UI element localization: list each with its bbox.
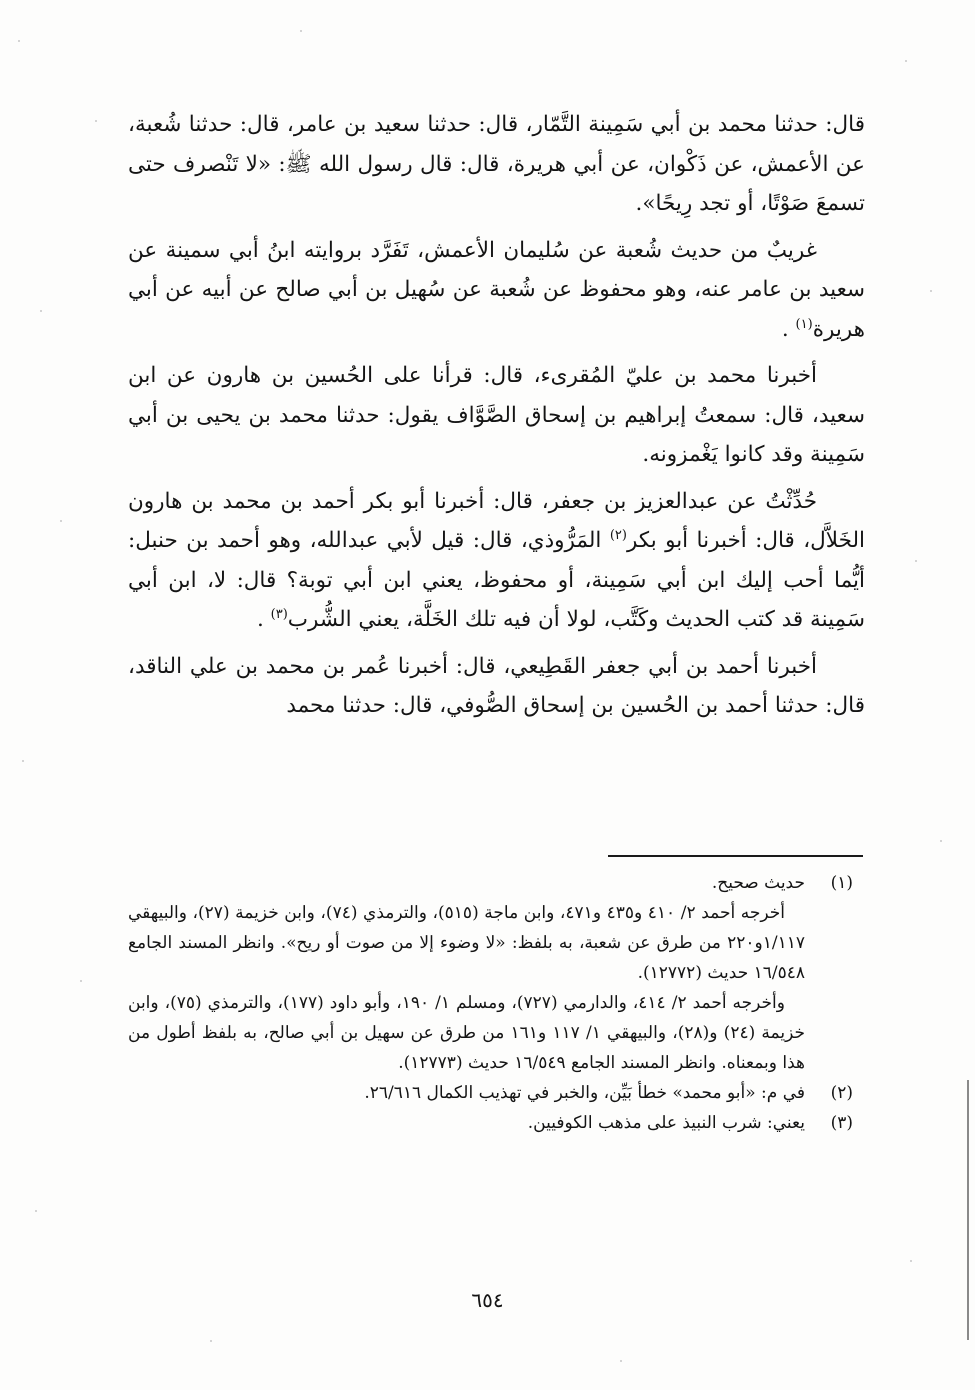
footnote-number: (٣) (830, 1113, 853, 1133)
footnote-body (128, 868, 805, 1078)
footnote-line: في م: «أبو محمد» خطأ بَيِّن، والخبر في تهذيب الكمال ٢٦/٦١٦. (364, 1083, 805, 1103)
footnote-3 (128, 1108, 865, 1138)
scan-noise-dot (18, 40, 20, 42)
footnote-1 (128, 868, 865, 1078)
footnote-ref-1[interactable]: (١) (795, 316, 813, 332)
page-number: ٦٥٤ (471, 1288, 504, 1312)
paragraph-5-text: أخبرنا أحمد بن أبي جعفر القَطِيعي، قال: أخبرنا عُمر بن محمد بن علي الناقد، قال: حدثنا أحمد بن الحُسين بن إسحاق الصُّوفي، قال: حدثنا محمد (128, 653, 865, 718)
scan-noise-dot (40, 310, 42, 312)
scan-noise-dot (300, 30, 302, 32)
footnote-ref-3[interactable]: (٣) (270, 606, 288, 622)
footnote-line: أخرجه أحمد ٢/ ٤١٠ و٤٣٥ و٤٧١، وابن ماجة (٥١٥)، والترمذي (٧٤)، وابن خزيمة (٢٧)، والبيهقي ١/١١٧و٢٢٠ من طرق عن شعبة، به بلفظ: «لا وضوء إلا من صوت أو ريح». وانظر المسند الجامع ١٦/٥٤٨ حديث (١٢٧٧٢). (128, 903, 805, 983)
scan-noise-dot (22, 760, 24, 762)
footnote-2 (128, 1078, 865, 1108)
scan-edge-line (967, 1080, 969, 1340)
scan-noise-dot (80, 980, 82, 982)
paragraph-5 (128, 647, 865, 726)
footnote-number: (٢) (830, 1083, 853, 1103)
footnotes-section (128, 868, 865, 1138)
scan-noise-dot (35, 1210, 37, 1212)
footnote-line: يعني: شرب النبيذ على مذهب الكوفيين. (527, 1113, 805, 1133)
footnote-line: وأخرجه أحمد ٢/ ٤١٤، والدارمي (٧٢٧)، ومسلم ١/ ١٩٠، وأبو داود (١٧٧)، والترمذي (٧٥)، وابن خزيمة (٢٤) و(٢٨)، والبيهقي ١/ ١١٧ و١٦١ من طرق عن سهيل بن أبي صالح، به بلفظ أطول من هذا وبمعناه. وانظر المسند الجامع ١٦/٥٤٩ حديث (١٢٧٧٣). (128, 993, 805, 1073)
paragraph-4-tail: . (256, 607, 264, 632)
scan-noise-dot (60, 520, 62, 522)
paragraph-3-text: أخبرنا محمد بن عليّ المُقرىء، قال: قرأنا على الحُسين بن هارون عن ابن سعيد، قال: سمعتُ إبراهيم بن إسحاق الصَّوَّاف يقول: حدثنا محمد بن يحيى بن أبي سَمِينة وقد كانوا يَغْمزونه. (128, 363, 865, 467)
paragraph-4 (128, 482, 865, 640)
footnote-ref-2[interactable]: (٢) (609, 527, 627, 543)
scan-noise-dot (620, 1360, 622, 1362)
paragraph-1-text: قال: حدثنا محمد بن أبي سَمِينة التَّمّار، قال: حدثنا سعيد بن عامر، قال: حدثنا شُعبة، عن الأعمش، عن ذَكْوان، عن أبي هريرة، قال: قال رسول الله ﷺ: «لا تَنْصرف حتى تسمعَ صَوْتًا، أو تجد رِيحًا». (128, 112, 865, 216)
scan-noise-dot (930, 290, 932, 292)
scan-noise-dot (915, 560, 917, 562)
scan-noise-dot (905, 60, 907, 62)
main-text-body (128, 105, 865, 733)
paragraph-4-text-a: حُدِّثْتُ عن عبدالعزيز بن جعفر، قال: أخبرنا أبو بكر أحمد بن محمد بن هارون الخَلاَّل، قال: أخبرنا أبو بكر (128, 488, 866, 553)
paragraph-3 (128, 356, 865, 475)
footnote-line: حديث صحيح. (711, 873, 805, 893)
scan-noise-dot (910, 1260, 912, 1262)
paragraph-2: غريبٌ من حديث شُعبة عن سُليمان الأعمش، تَفَرَّد بروايته ابنُ أبي سمينة عن سعيد بن عامر عنه، وهو محفوظ عن شُعبة عن سُهيل بن أبي صالح عن أبيه عن أبي هريرة$^{(١)}$ . (128, 237, 865, 342)
paragraph-4-text-b: المَرُّوذي، قال: قيل لأبي عبدالله، وهو أحمد بن حنبل: أيُّما أحب إليك ابن أبي سَمِينة، أو محفوظ، يعني ابن أبي توبة؟ قال: لا، ابن أبي سَمِينة قد كتب الحديث وكَتَّب، لولا أن فيه تلك الخَلَّة، يعني الشُّرب (128, 528, 865, 632)
footnote-number: (١) (830, 873, 853, 893)
paragraph-1 (128, 105, 865, 224)
scan-noise-dot (210, 1340, 212, 1342)
footnote-body (128, 1108, 805, 1138)
paragraph-2-text: غريبٌ من حديث شُعبة عن سُليمان الأعمش، تَفَرَّد بروايته ابنُ أبي سمينة عن سعيد بن عامر عنه، وهو محفوظ عن شُعبة عن سُهيل بن أبي صالح عن أبيه عن أبي هريرة (128, 237, 865, 342)
scan-noise-dot (940, 840, 942, 842)
footnote-divider (608, 855, 863, 857)
footnote-body (128, 1078, 805, 1108)
scan-noise-dot (95, 120, 97, 122)
